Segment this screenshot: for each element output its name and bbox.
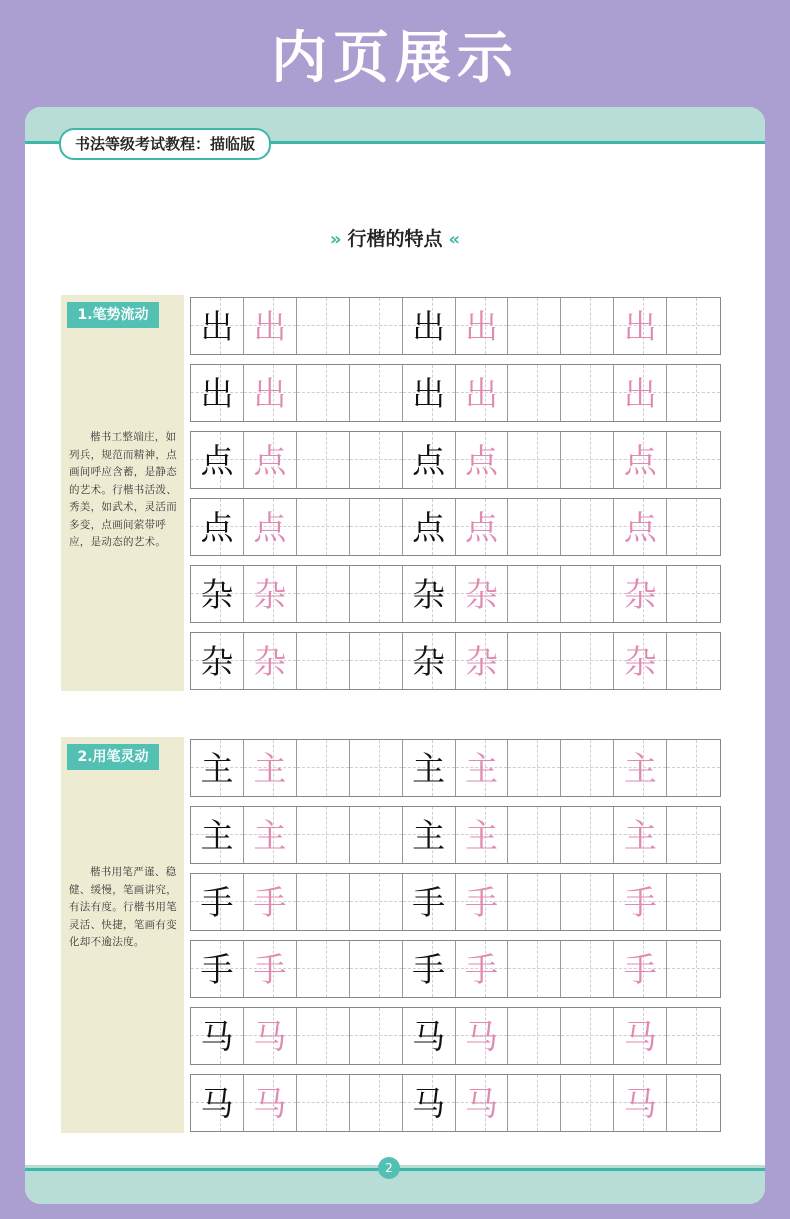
grid-cell[interactable] [561, 874, 614, 930]
model-character: 马 [412, 1083, 446, 1123]
grid-cell[interactable] [508, 941, 561, 997]
grid-cell[interactable] [244, 941, 297, 997]
practice-row [190, 873, 721, 931]
grid-cell[interactable] [561, 740, 614, 796]
model-character: 主 [412, 815, 446, 855]
grid-cell[interactable] [667, 432, 720, 488]
grid-cell[interactable] [191, 633, 244, 689]
grid-cell[interactable] [508, 807, 561, 863]
grid-cell[interactable] [561, 499, 614, 555]
grid-cell[interactable] [191, 298, 244, 354]
grid-cell[interactable] [191, 566, 244, 622]
trace-character: 手 [253, 882, 287, 922]
grid-cell[interactable] [614, 874, 667, 930]
model-character: 点 [412, 440, 446, 480]
grid-cell[interactable] [350, 298, 403, 354]
grid-cell[interactable] [403, 432, 456, 488]
model-character: 点 [412, 507, 446, 547]
grid-cell[interactable] [667, 1075, 720, 1131]
lesson-sidebar-2 [61, 737, 184, 1133]
chevron-left-icon: « [448, 229, 461, 250]
grid-cell[interactable] [614, 1008, 667, 1064]
trace-character: 杂 [464, 574, 498, 614]
trace-character: 主 [623, 748, 657, 788]
grid-cell[interactable] [667, 1008, 720, 1064]
grid-cell[interactable] [191, 499, 244, 555]
grid-cell[interactable] [350, 1075, 403, 1131]
grid-cell[interactable] [297, 941, 350, 997]
grid-cell[interactable] [561, 633, 614, 689]
grid-cell[interactable] [297, 566, 350, 622]
grid-cell[interactable] [350, 566, 403, 622]
trace-character: 出 [253, 306, 287, 346]
grid-cell[interactable] [561, 1008, 614, 1064]
trace-character: 点 [253, 440, 287, 480]
model-character: 点 [200, 440, 234, 480]
grid-cell[interactable] [244, 1075, 297, 1131]
grid-cell[interactable] [614, 807, 667, 863]
grid-cell[interactable] [297, 298, 350, 354]
model-character: 手 [412, 949, 446, 989]
banner-title: 内页展示 [271, 26, 519, 91]
model-character: 马 [200, 1016, 234, 1056]
model-character: 杂 [200, 574, 234, 614]
grid-cell[interactable] [244, 298, 297, 354]
trace-character: 手 [623, 882, 657, 922]
practice-row [190, 739, 721, 797]
trace-character: 主 [464, 815, 498, 855]
grid-cell[interactable] [667, 740, 720, 796]
grid-cell[interactable] [244, 874, 297, 930]
grid-cell[interactable] [667, 941, 720, 997]
grid-cell[interactable] [403, 566, 456, 622]
grid-cell[interactable] [244, 807, 297, 863]
grid-cell[interactable] [456, 740, 509, 796]
grid-cell[interactable] [191, 1008, 244, 1064]
grid-cell[interactable] [614, 432, 667, 488]
trace-character: 出 [253, 373, 287, 413]
grid-cell[interactable] [191, 432, 244, 488]
grid-cell[interactable] [508, 1075, 561, 1131]
trace-character: 出 [464, 373, 498, 413]
grid-cell[interactable] [403, 1008, 456, 1064]
grid-cell[interactable] [667, 365, 720, 421]
grid-cell[interactable] [667, 807, 720, 863]
grid-cell[interactable] [350, 365, 403, 421]
grid-cell[interactable] [508, 740, 561, 796]
grid-cell[interactable] [456, 874, 509, 930]
trace-character: 主 [623, 815, 657, 855]
trace-character: 出 [623, 306, 657, 346]
grid-cell[interactable] [403, 298, 456, 354]
grid-cell[interactable] [403, 1075, 456, 1131]
grid-cell[interactable] [456, 499, 509, 555]
trace-character: 手 [464, 949, 498, 989]
grid-cell[interactable] [614, 566, 667, 622]
grid-cell[interactable] [456, 365, 509, 421]
trace-character: 主 [464, 748, 498, 788]
grid-cell[interactable] [456, 633, 509, 689]
model-character: 杂 [200, 641, 234, 681]
grid-cell[interactable] [191, 1075, 244, 1131]
model-character: 出 [200, 373, 234, 413]
lesson-label: 1.笔势流动 [67, 302, 159, 328]
practice-row [190, 1074, 721, 1132]
model-character: 马 [412, 1016, 446, 1056]
grid-cell[interactable] [191, 807, 244, 863]
grid-cell[interactable] [561, 432, 614, 488]
grid-cell[interactable] [614, 365, 667, 421]
grid-cell[interactable] [403, 633, 456, 689]
grid-cell[interactable] [614, 298, 667, 354]
trace-character: 主 [253, 815, 287, 855]
section-title-text: 行楷的特点 [347, 228, 443, 250]
grid-cell[interactable] [244, 740, 297, 796]
grid-cell[interactable] [456, 1075, 509, 1131]
grid-cell[interactable] [456, 298, 509, 354]
grid-cell[interactable] [297, 874, 350, 930]
trace-character: 杂 [464, 641, 498, 681]
grid-cell[interactable] [561, 1075, 614, 1131]
trace-character: 点 [623, 440, 657, 480]
trace-character: 马 [253, 1083, 287, 1123]
model-character: 点 [200, 507, 234, 547]
grid-cell[interactable] [244, 566, 297, 622]
grid-cell[interactable] [244, 432, 297, 488]
grid-cell[interactable] [350, 874, 403, 930]
grid-cell[interactable] [456, 941, 509, 997]
grid-cell[interactable] [297, 807, 350, 863]
practice-row [190, 364, 721, 422]
practice-row [190, 940, 721, 998]
grid-cell[interactable] [508, 633, 561, 689]
grid-cell[interactable] [297, 740, 350, 796]
practice-row [190, 565, 721, 623]
model-character: 主 [412, 748, 446, 788]
trace-character: 杂 [253, 574, 287, 614]
grid-cell[interactable] [350, 432, 403, 488]
grid-cell[interactable] [561, 941, 614, 997]
grid-cell[interactable] [297, 432, 350, 488]
model-character: 出 [412, 373, 446, 413]
lesson-sidebar-1 [61, 295, 184, 691]
grid-cell[interactable] [350, 941, 403, 997]
model-character: 手 [200, 949, 234, 989]
trace-character: 手 [253, 949, 287, 989]
section-title [25, 224, 765, 251]
grid-cell[interactable] [508, 874, 561, 930]
grid-cell[interactable] [456, 566, 509, 622]
practice-row [190, 431, 721, 489]
grid-cell[interactable] [508, 499, 561, 555]
trace-character: 点 [464, 507, 498, 547]
workbook-page [25, 107, 765, 1204]
practice-row [190, 632, 721, 690]
grid-cell[interactable] [244, 633, 297, 689]
grid-cell[interactable] [614, 941, 667, 997]
grid-cell[interactable] [191, 365, 244, 421]
grid-cell[interactable] [350, 807, 403, 863]
grid-cell[interactable] [244, 499, 297, 555]
page-number: 2 [378, 1157, 400, 1179]
grid-cell[interactable] [667, 566, 720, 622]
grid-cell[interactable] [508, 432, 561, 488]
grid-cell[interactable] [297, 499, 350, 555]
lesson-description: 楷书工整端庄，如列兵，规范而精神，点画间呼应含蓄，是静态的艺术。行楷书活泼、秀美，如武术，灵活而多变，点画间萦带呼应，是动态的艺术。 [69, 431, 177, 548]
grid-cell[interactable] [403, 499, 456, 555]
grid-cell[interactable] [403, 874, 456, 930]
grid-cell[interactable] [297, 1075, 350, 1131]
trace-character: 杂 [623, 641, 657, 681]
grid-cell[interactable] [403, 941, 456, 997]
grid-cell[interactable] [456, 807, 509, 863]
grid-cell[interactable] [244, 365, 297, 421]
trace-character: 手 [464, 882, 498, 922]
grid-cell[interactable] [667, 874, 720, 930]
book-title-tag: 书法等级考试教程：描临版 [59, 128, 271, 160]
grid-cell[interactable] [297, 1008, 350, 1064]
trace-character: 马 [623, 1016, 657, 1056]
grid-cell[interactable] [561, 807, 614, 863]
grid-cell[interactable] [561, 298, 614, 354]
trace-character: 点 [253, 507, 287, 547]
lesson-description: 楷书用笔严谨、稳健、缓慢，笔画讲究，有法有度。行楷书用笔灵活、快捷，笔画有变化却不逾法度。 [69, 866, 177, 948]
grid-cell[interactable] [350, 1008, 403, 1064]
trace-character: 马 [623, 1083, 657, 1123]
grid-cell[interactable] [614, 740, 667, 796]
model-character: 杂 [412, 574, 446, 614]
grid-cell[interactable] [403, 807, 456, 863]
model-character: 出 [412, 306, 446, 346]
grid-cell[interactable] [191, 874, 244, 930]
trace-character: 出 [623, 373, 657, 413]
grid-cell[interactable] [508, 298, 561, 354]
practice-row [190, 806, 721, 864]
grid-cell[interactable] [456, 432, 509, 488]
grid-cell[interactable] [561, 566, 614, 622]
trace-character: 出 [464, 306, 498, 346]
model-character: 杂 [412, 641, 446, 681]
grid-cell[interactable] [191, 941, 244, 997]
practice-row [190, 297, 721, 355]
grid-cell[interactable] [614, 1075, 667, 1131]
practice-row [190, 1007, 721, 1065]
trace-character: 主 [253, 748, 287, 788]
trace-character: 点 [464, 440, 498, 480]
trace-character: 点 [623, 507, 657, 547]
grid-cell[interactable] [508, 365, 561, 421]
model-character: 手 [200, 882, 234, 922]
grid-cell[interactable] [508, 566, 561, 622]
grid-cell[interactable] [614, 633, 667, 689]
grid-cell[interactable] [403, 740, 456, 796]
trace-character: 马 [464, 1016, 498, 1056]
trace-character: 手 [623, 949, 657, 989]
model-character: 主 [200, 748, 234, 788]
grid-cell[interactable] [456, 1008, 509, 1064]
grid-cell[interactable] [508, 1008, 561, 1064]
grid-cell[interactable] [244, 1008, 297, 1064]
grid-cell[interactable] [667, 499, 720, 555]
model-character: 主 [200, 815, 234, 855]
grid-cell[interactable] [350, 499, 403, 555]
grid-cell[interactable] [297, 365, 350, 421]
grid-cell[interactable] [191, 740, 244, 796]
trace-character: 马 [253, 1016, 287, 1056]
model-character: 马 [200, 1083, 234, 1123]
grid-cell[interactable] [297, 633, 350, 689]
grid-cell[interactable] [350, 740, 403, 796]
grid-cell[interactable] [667, 633, 720, 689]
lesson-label: 2.用笔灵动 [67, 744, 159, 770]
grid-cell[interactable] [561, 365, 614, 421]
practice-row [190, 498, 721, 556]
grid-cell[interactable] [667, 298, 720, 354]
model-character: 手 [412, 882, 446, 922]
grid-cell[interactable] [614, 499, 667, 555]
trace-character: 杂 [253, 641, 287, 681]
trace-character: 杂 [623, 574, 657, 614]
grid-cell[interactable] [403, 365, 456, 421]
chevron-right-icon: » [329, 229, 342, 250]
trace-character: 马 [464, 1083, 498, 1123]
grid-cell[interactable] [350, 633, 403, 689]
model-character: 出 [200, 306, 234, 346]
